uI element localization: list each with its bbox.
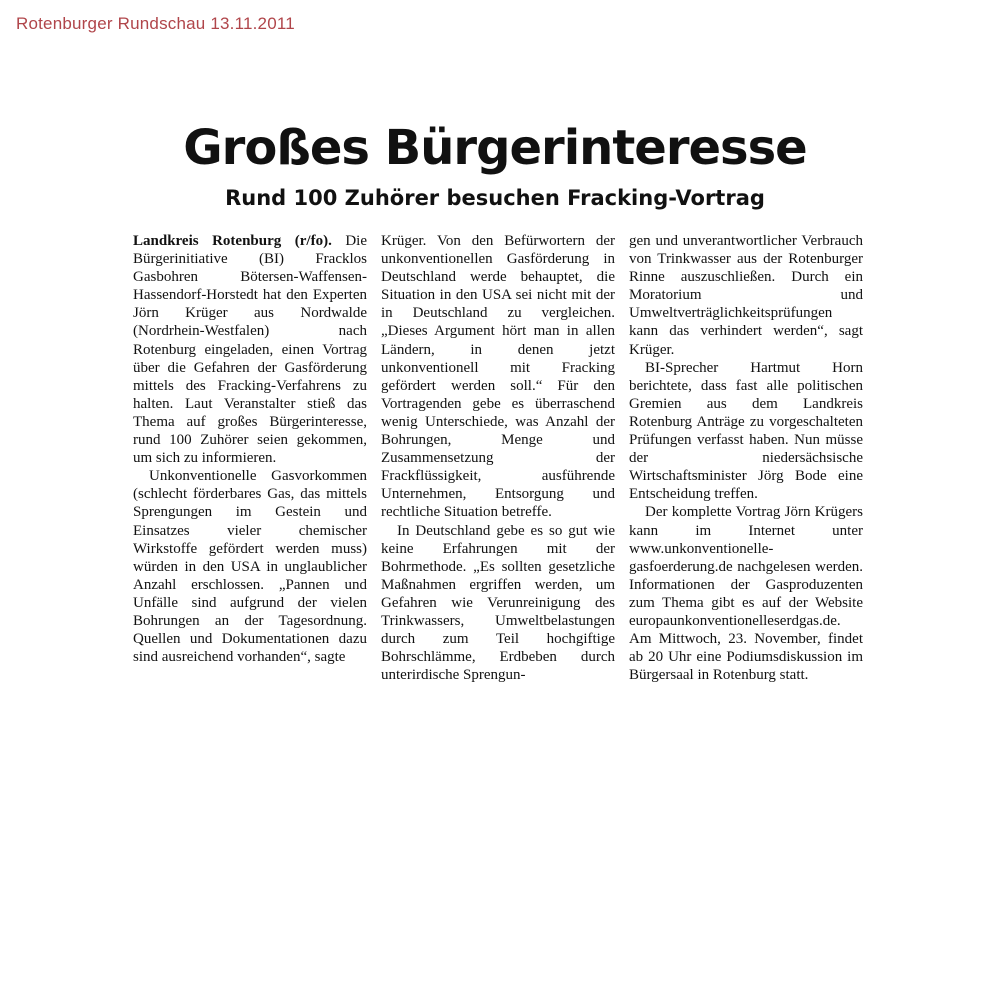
- paragraph: Krüger. Von den Befürwortern der unkonventionellen Gasförderung in Deutschland werde behauptet, die Situation in den USA sei nicht mit der in Deutschland zu vergleichen. „Dieses Argument hört man in allen Ländern, in denen jetzt unkonventionell mit Fracking gefördert werden soll.“ Für den Vortragenden gebe es überraschend wenig Unterschiede, was Anzahl der Bohrungen, Menge und Zusammensetzung der Frackflüssigkeit, ausführende Unternehmen, Entsorgung und rechtliche Situation betreffe.: [381, 233, 615, 521]
- paragraph-text: Die Bürgerinitiative (BI) Fracklos Gasbohren Bötersen-Waffensen-Hassendorf-Horstedt hat den Experten Jörn Krüger aus Nordwalde (Nordrhein-Westfalen) nach Rotenburg eingeladen, einen Vortrag über die Gefahren der Gasförderung mittels des Fracking-Verfahrens zu halten. Laut Veranstalter stieß das Thema auf großes Bürgerinteresse, rund 100 Zuhörer seien gekommen, um sich zu informieren.: [133, 233, 368, 467]
- column-1: [133, 232, 367, 666]
- source-line: Rotenburger Rundschau 13.11.2011: [16, 14, 295, 33]
- subheadline: Rund 100 Zuhörer besuchen Fracking-Vortrag: [225, 186, 765, 210]
- column-3: [629, 232, 863, 684]
- paragraph: BI-Sprecher Hartmut Horn berichtete, dass fast alle politischen Gremien aus dem Landkreis Rotenburg Anträge zu vorgeschalteten Prüfungen verfasst haben. Nun müsse der niedersächsische Wirtschaftsminister Jörg Bode eine Entscheidung treffen.: [629, 359, 863, 503]
- dateline: Landkreis Rotenburg (r/fo).: [133, 233, 332, 249]
- paragraph: In Deutschland gebe es so gut wie keine Erfahrungen mit der Bohrmethode. „Es sollten gesetzliche Maßnahmen ergriffen werden, um Gefahren wie Verunreinigung des Trinkwassers, Umweltbelastungen durch zum Teil hochgiftige Bohrschlämme, Erdbeben durch unterirdische Sprengun-: [381, 522, 615, 684]
- headline: Großes Bürgerinteresse: [183, 120, 807, 176]
- paragraph: Unkonventionelle Gasvorkommen (schlecht förderbares Gas, das mittels Sprengungen im Gestein und Einsatzes vieler chemischer Wirkstoffe gefördert werden muss) würden in den USA in unglaublicher Anzahl erschlossen. „Pannen und Unfälle sind aufgrund der vielen Bohrungen an der Tagesordnung. Quellen und Dokumentationen dazu sind ausreichend vorhanden“, sagte: [133, 468, 367, 666]
- article-body: [133, 232, 863, 752]
- paragraph: Der komplette Vortrag Jörn Krügers kann im Internet unter www.unkonventionelle-gasfoerderung.de nachgelesen werden. Informationen der Gasproduzenten zum Thema gibt es auf der Website europaunkonventionelleserdgas.de. Am Mittwoch, 23. November, findet ab 20 Uhr eine Podiumsdiskussion im Bürgersaal in Rotenburg statt.: [629, 504, 863, 684]
- paragraph: [133, 232, 367, 467]
- column-2: [381, 232, 615, 684]
- paragraph: gen und unverantwortlicher Verbrauch von Trinkwasser aus der Rotenburger Rinne auszuschließen. Durch ein Moratorium und Umweltverträglichkeitsprüfungen kann das verhindert werden“, sagt Krüger.: [629, 233, 863, 358]
